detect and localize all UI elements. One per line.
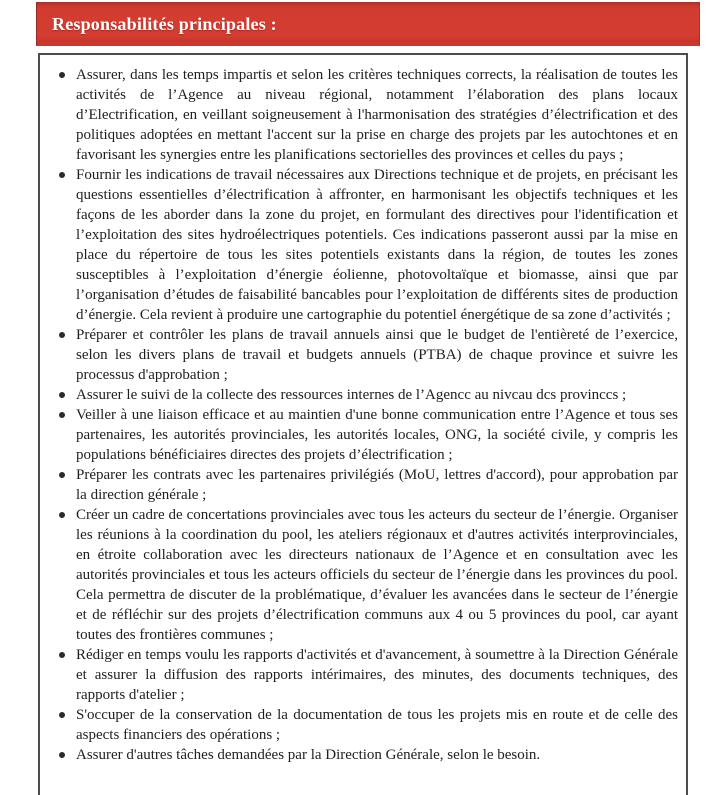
section-title: Responsabilités principales :	[52, 13, 277, 34]
bullet-icon	[59, 712, 65, 718]
responsibilities-box	[38, 53, 688, 795]
list-item	[40, 465, 680, 505]
bullet-icon	[59, 512, 65, 518]
list-item-text: Assurer d'autres tâches demandées par la Direction Générale, selon le besoin.	[76, 747, 541, 763]
bullet-icon	[59, 412, 65, 418]
list-item-text: Veiller à une liaison efficace et au maintien d'une bonne communication entre l’Agence et tous ses partenaires, les autorités provinciales, les autorités locales, ONG, la société civile, y compris les populations bénéficiaires directes des projets d’électrification ;	[76, 407, 678, 463]
responsibilities-list	[40, 55, 686, 765]
list-item-text: Fournir les indications de travail nécessaires aux Directions technique et de projets, en précisant les questions essentielles d’électrification à affronter, en harmonisant les objectifs techniques et les façons de les aborder dans la zone du projet, en formulant des directives pour l'identification et l’exploitation des sites hydroélectriques potentiels. Ces indications passeront aussi par la mise en place du répertoire de tous les sites potentiels existants dans la région, de toutes les zones susceptibles à l’exploitation d’énergie éolienne, photovoltaïque et biomasse, ainsi que par l’organisation d’études de faisabilité bancables pour l’exploitation de différents sites de production d’énergie. Cela revient à produire une cartographie du potentiel énergétique de sa zone d’activités ;	[76, 167, 678, 323]
list-item-text: Créer un cadre de concertations provinciales avec tous les acteurs du secteur de l’énergie. Organiser les réunions à la coordination du pool, les ateliers régionaux et d'autres activités interprovinciales, en étroite collaboration avec les directeurs nationaux de l’Agence et en consultation avec les autorités provinciales et tous les acteurs officiels du secteur de l’énergie dans les provinces du pool. Cela permettra de discuter de la problématique, d’évaluer les avancées dans le secteur de l’énergie et de réfléchir sur des projets d’électrification communs aux 4 ou 5 provinces du pool, car ayant toutes des frontières communes ;	[76, 507, 678, 643]
list-item	[40, 645, 680, 705]
list-item-text: Assurer, dans les temps impartis et selon les critères techniques corrects, la réalisation de toutes les activités de l’Agence au niveau régional, notamment l’élaboration des plans locaux d’Electrification, en veillant soigneusement à l'harmonisation des stratégies d’électrification et des politiques adoptées en mettant l'accent sur la prise en charge des projets par les autochtones et en favorisant les synergies entre les planifications sectorielles des provinces et celles du pays ;	[76, 67, 678, 163]
list-item-text: Préparer les contrats avec les partenaires privilégiés (MoU, lettres d'accord), pour approbation par la direction générale ;	[76, 467, 678, 503]
list-item-text: Assurer le suivi de la collecte des ressources internes de l’Agencc au nivcau dcs provinccs ;	[76, 387, 627, 403]
list-item	[40, 165, 680, 325]
list-item	[40, 505, 680, 645]
list-item	[40, 705, 680, 745]
list-item-text: Préparer et contrôler les plans de travail annuels ainsi que le budget de l'entièreté de l’exercice, selon les divers plans de travail et budgets annuels (PTBA) de chaque province et suivre les processus d'approbation ;	[76, 327, 678, 383]
bullet-icon	[59, 72, 65, 78]
list-item-text: Rédiger en temps voulu les rapports d'activités et d'avancement, à soumettre à la Direction Générale et assurer la diffusion des rapports intérimaires, des minutes, des documents techniques, des rapports d'atelier ;	[76, 647, 678, 703]
bullet-icon	[59, 392, 65, 398]
list-item	[40, 405, 680, 465]
bullet-icon	[59, 752, 65, 758]
section-header-bar	[36, 2, 700, 46]
bullet-icon	[59, 472, 65, 478]
list-item	[40, 325, 680, 385]
bullet-icon	[59, 172, 65, 178]
list-item	[40, 745, 680, 765]
list-item	[40, 385, 680, 405]
bullet-icon	[59, 332, 65, 338]
list-item	[40, 65, 680, 165]
bullet-icon	[59, 652, 65, 658]
list-item-text: S'occuper de la conservation de la documentation de tous les projets mis en route et de celle des aspects financiers des opérations ;	[76, 707, 678, 743]
